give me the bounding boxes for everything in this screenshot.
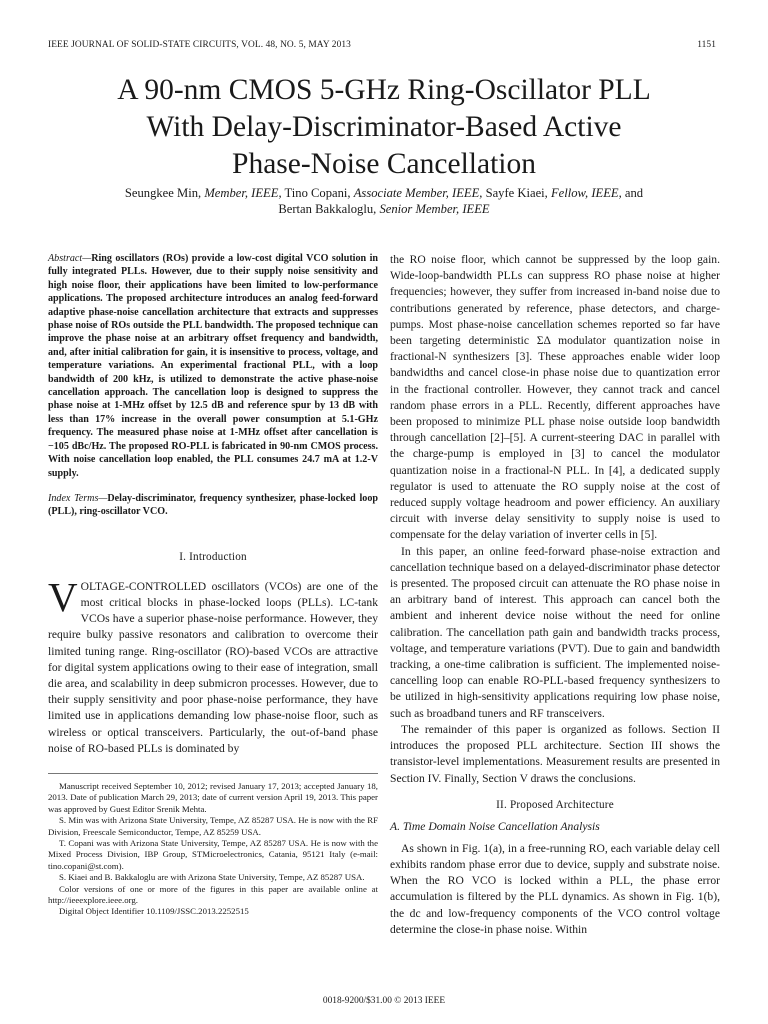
title-line-3: Phase-Noise Cancellation — [232, 148, 536, 180]
body-paragraph: In this paper, an online feed-forward phase-noise extraction and cancellation technique based on a delayed-discriminator phase detector is presented. The proposed circuit can attenuate the RO phase noise in an arbitrary band of interest. This approach can cancel both the ambient and inherent device noise without the need for online calibration. The cancellation path gain and bandwidth tracks process, voltage, and temperature variations (PVT). Due to gain and bandwidth tracking, a one-time calibration is sufficient. The implemented noise-cancelling loop can enable RO-PLL-based frequency synthesizers to be utilized in high-sensitivity applications requiring low phase noise, such as broadband tuners and RF transceivers. — [390, 544, 720, 720]
author-role: Senior Member, IEEE — [379, 202, 490, 216]
body-paragraph: As shown in Fig. 1(a), in a free-running RO, each variable delay cell exhibits random phase error due to device, supply and substrate noise. When the RO VCO is locked within a PLL, the phase error accumulation is filtered by the PLL dynamics. As shown in Fig. 1(b), the dc and low-frequency components of the VCO control voltage determine the close-in phase noise. Within — [390, 841, 720, 936]
footnote-authors-kiaei-bakkaloglu: S. Kiaei and B. Bakkaloglu are with Arizona State University, Tempe, AZ 85287 USA. — [59, 872, 365, 883]
footnote-manuscript: Manuscript received September 10, 2012; revised January 17, 2013; accepted January 18, 2013. Date of publication March 29, 2013; date of current version April 19, 2013. This paper was approved by Guest Editor Srenik Mehta. — [48, 780, 378, 814]
section-heading-introduction: I. Introduction — [179, 550, 247, 563]
author-name: Seungkee Min, — [124, 186, 202, 200]
author-name: Sayfe Kiaei, — [485, 186, 548, 200]
body-paragraph: the RO noise floor, which cannot be suppressed by the loop gain. Wide-loop-bandwidth PLLs can suppress RO phase noise at higher frequencies; however, they suffer from increased in-band noise due to contributions generated by reference, phase detectors, and charge-pumps. Most phase-noise cancellation schemes reported so far have been targeting deterministic ΣΔ modulator quantization noise in fractional-N synthesizers [3]. These approaches enable wider loop bandwidths and cancel close-in phase noise due to quantization error in the fractional controller. However, they cannot track and cancel random phase errors in a PLL. Recently, different approaches have been proposed to minimize PLL phase noise outside loop bandwidth through cancellation [2]–[5]. A current-steering DAC in parallel with the charge-pump is employed in [3] to cancel the modulator quantization noise in a fractional-N PLL. In [4], a dedicated supply regulator is used to attenuate the RO supply noise at the cost of reduced supply voltage headroom and power efficiency. An auxiliary circuit with inverse delay sensitivity to supply noise is used to compensate for the delay variation of inverter cells in [5]. — [390, 253, 720, 542]
index-terms-label: Index Terms— — [48, 492, 108, 504]
abstract-text: Ring oscillators (ROs) provide a low-cost digital VCO solution in fully integrated PLLs. However, due to their supply noise sensitivity and high noise floor, their applications have been limited to low-performance applications. The proposed architecture introduces an analog feed-forward adaptive phase-noise cancellation architecture that extracts and suppresses phase noise of ROs outside the PLL bandwidth. The proposed technique can improve the phase noise at an arbitrary offset frequency and bandwidth, and, after initial calibration for gain, it is insensitive to process, voltage, and temperature variations. An experimental fractional PLL, with a loop bandwidth of 200 kHz, is utilized to demonstrate the active phase-noise cancellation approach. The cancellation loop is designed to suppress the phase noise at 1-MHz offset by 12.5 dB and reference spur by 13 dB with less than 17% increase in the overall power consumption at 5.1-GHz frequency. The measured phase noise at 1-MHz offset after cancellation is −105 dBc/Hz. The proposed RO-PLL is fabricated in 90-nm CMOS process. With noise cancellation loop enabled, the PLL consumes 24.7 mA at 1.2-V supply. — [48, 253, 378, 479]
index-terms-text: Delay-discriminator, frequency synthesizer, phase-locked loop (PLL), ring-oscillator VCO. — [48, 492, 378, 518]
author-role: Fellow, IEEE, — [550, 186, 622, 200]
author-conjunction: and — [624, 186, 644, 200]
subsection-heading: A. Time Domain Noise Cancellation Analysis — [390, 819, 600, 833]
title-line-1: A 90-nm CMOS 5-GHz Ring-Oscillator PLL — [117, 74, 651, 106]
author-role: Member, IEEE, — [204, 186, 282, 200]
footnote-divider — [48, 773, 378, 774]
title-line-2: With Delay-Discriminator-Based Active — [146, 111, 622, 143]
intro-text: OLTAGE-CONTROLLED oscillators (VCOs) are one of the most critical blocks in phase-locked loops (PLLs). LC-tank VCOs have a superior phase-noise performance. However, they require bulky passive resonators and calibration to overcome their limited tuning range. Ring-oscillator (RO)-based VCOs are attractive for digital system applications owing to their ease of integration, small die area, and scalability in deep submicron processes. However, due to their supply sensitivity and poor phase-noise performance, they have limited use in applications demanding low phase-noise floor, such as wireless or optical transceivers. Particularly, the out-of-band phase noise of RO-based PLLs is dominated by — [48, 579, 378, 755]
left-column — [48, 252, 378, 918]
journal-name: IEEE JOURNAL OF SOLID-STATE CIRCUITS, VOL. 48, NO. 5, MAY 2013 — [48, 40, 351, 50]
footnotes — [48, 781, 378, 918]
body-paragraph: The remainder of this paper is organized as follows. Section II introduces the proposed PLL architecture. Section III shows the transistor-level implementations. Measurement results are presented in Section IV. Finally, Section V draws the conclusions. — [390, 722, 720, 785]
section-heading-proposed-architecture: II. Proposed Architecture — [496, 798, 614, 811]
footnote-author-min: S. Min was with Arizona State University, Tempe, AZ 85287 USA. He is now with the RF Division, Freescale Semiconductor, Tempe, AZ 85259 USA. — [48, 815, 378, 837]
drop-cap: V — [48, 573, 78, 620]
running-header — [48, 40, 716, 54]
abstract — [48, 252, 378, 480]
footnote-author-copani: T. Copani was with Arizona State University, Tempe, AZ 85287 USA. He is now with the Mixed Process Division, IBP Group, STMicroelectronics, Catania, 95121 Italy (e-mail: tino.copani@st.com). — [48, 837, 378, 871]
author-list — [48, 185, 720, 217]
abstract-label: Abstract— — [48, 253, 92, 264]
right-column — [390, 252, 720, 938]
author-name: Tino Copani, — [284, 186, 351, 200]
paper-title — [48, 72, 720, 183]
author-name: Bertan Bakkaloglu, — [278, 202, 377, 216]
footnote-doi: Digital Object Identifier 10.1109/JSSC.2013.2252515 — [59, 906, 249, 917]
index-terms — [48, 492, 378, 519]
copyright-footer: 0018-9200/$31.00 © 2013 IEEE — [322, 996, 446, 1006]
intro-paragraph — [48, 573, 378, 757]
page-number: 1151 — [697, 40, 716, 50]
author-role: Associate Member, IEEE, — [353, 186, 483, 200]
footnote-color-figures: Color versions of one or more of the figures in this paper are available online at http://ieeexplore.ieee.org. — [48, 883, 378, 906]
